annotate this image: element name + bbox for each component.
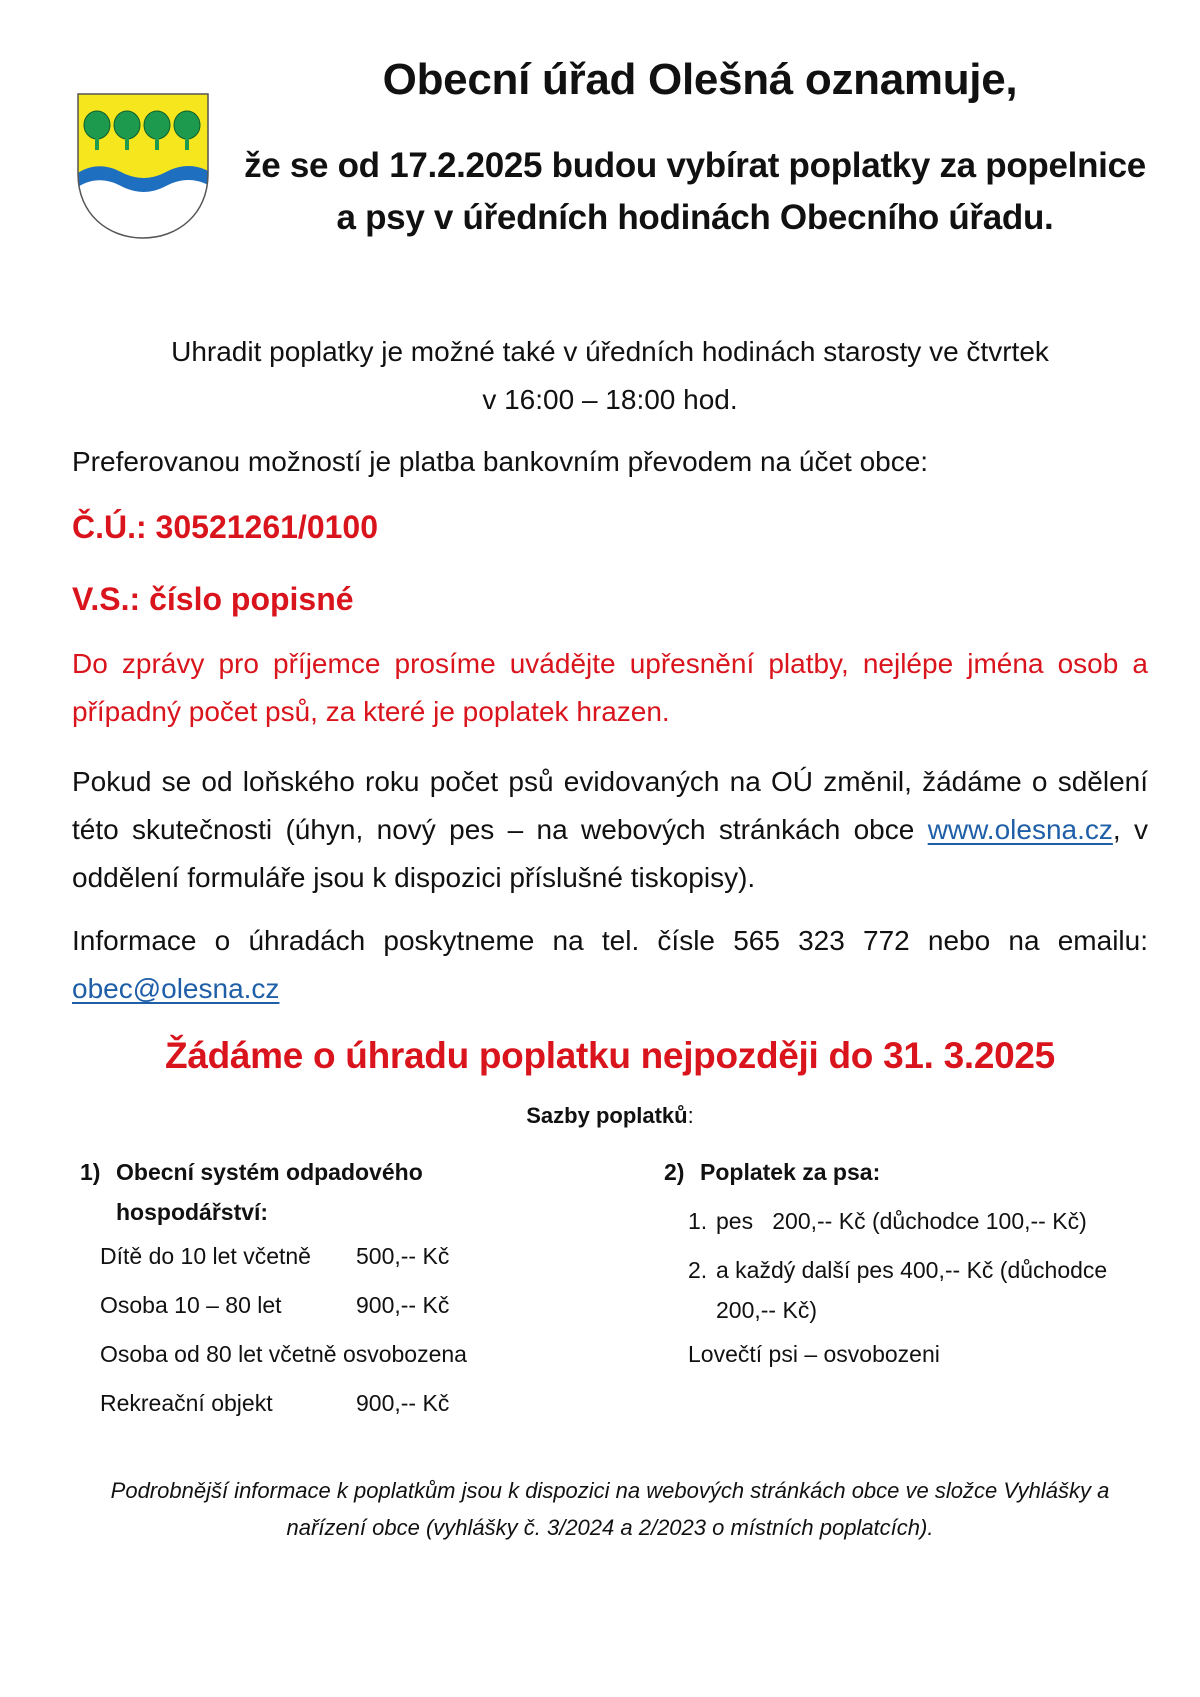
dog-fees-heading: 2) Poplatek za psa: <box>664 1159 881 1185</box>
fee-row: Osoba od 80 let včetně osvobozena <box>100 1341 467 1367</box>
contact-info-text: Informace o úhradách poskytneme na tel. čísle 565 323 772 nebo na emailu: <box>72 925 1148 956</box>
rates-heading: Sazby poplatků: <box>526 1103 694 1128</box>
fee-row: Dítě do 10 let včetně 500,-- Kč <box>100 1243 450 1269</box>
preferred-payment-text: Preferovanou možností je platba bankovním převodem na účet obce: <box>72 446 929 477</box>
dog-fee-row: 1. pes 200,-- Kč (důchodce 100,-- Kč) <box>688 1208 1087 1234</box>
email-link[interactable]: obec@olesna.cz <box>72 973 280 1004</box>
contact-info-paragraph <box>72 917 1148 1013</box>
bank-account-number: Č.Ú.: 30521261/0100 <box>72 509 378 545</box>
dog-change-text: Pokud se od loňského roku počet psů evidovaných na OÚ změnil, žádáme o sdělení této skutečnosti (úhyn, nový pes – na webových stránkách obce <box>72 766 1148 845</box>
fee-row: Rekreační objekt 900,-- Kč <box>100 1390 450 1416</box>
dog-fee-row: 2. a každý další pes 400,-- Kč (důchodce 200,-- Kč) <box>688 1257 1108 1323</box>
coat-of-arms-icon <box>76 92 210 242</box>
dog-fees-section <box>664 1148 1164 1379</box>
website-link[interactable]: www.olesna.cz <box>927 814 1113 845</box>
page-title: Obecní úřad Olešná oznamuje, <box>382 55 1018 104</box>
waste-fees-heading: 1) Obecní systém odpadového hospodářství: <box>80 1159 423 1225</box>
dog-change-paragraph <box>72 758 1148 902</box>
office-hours-line-1: Uhradit poplatky je možné také v úředních hodinách starosty ve čtvrtek <box>171 336 1049 367</box>
variable-symbol: V.S.: číslo popisné <box>72 581 354 617</box>
dog-change-tail: , v oddělení formuláře jsou k dispozici příslušné tiskopisy). <box>72 814 1149 893</box>
fee-row: Osoba 10 – 80 let 900,-- Kč <box>100 1292 450 1318</box>
office-hours-paragraph <box>72 328 1148 424</box>
dog-exempt-row: Lovečtí psi – osvobozeni <box>688 1341 940 1367</box>
office-hours-line-2: v 16:00 – 18:00 hod. <box>482 384 738 415</box>
page-subtitle: že se od 17.2.2025 budou vybírat poplatky za popelnice a psy v úředních hodinách Obecního úřadu. <box>244 146 1146 237</box>
payment-message-note: Do zprávy pro příjemce prosíme uvádějte upřesnění platby, nejlépe jména osob a případný počet psů, za které je poplatek hrazen. <box>72 648 1148 727</box>
waste-fees-section <box>80 1148 600 1428</box>
payment-deadline: Žádáme o úhradu poplatku nejpozději do 31. 3.2025 <box>165 1035 1055 1076</box>
footnote: Podrobnější informace k poplatkům jsou k dispozici na webových stránkách obce ve složce Vyhlášky a nařízení obce (vyhlášky č. 3/2024 a 2/2023 o místních poplatcích). <box>110 1478 1110 1540</box>
rates-heading-text: Sazby poplatků <box>526 1103 688 1128</box>
